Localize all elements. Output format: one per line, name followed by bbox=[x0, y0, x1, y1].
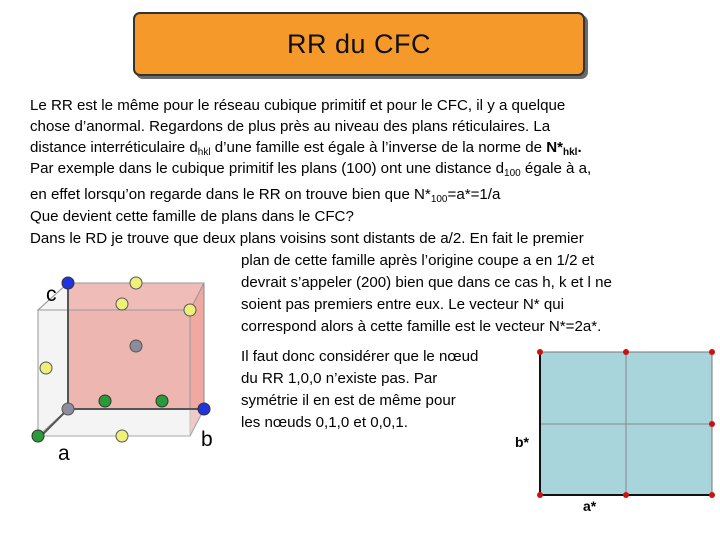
text-line-6: Que devient cette famille de plans dans le CFC? bbox=[30, 208, 354, 225]
node-red bbox=[623, 492, 629, 498]
node-gray bbox=[130, 340, 142, 352]
text-line-4-a: Par exemple dans le cubique primitif les plans (100) ont une distance d bbox=[30, 160, 505, 177]
node-blue bbox=[198, 403, 210, 415]
page-title: RR du CFC bbox=[286, 28, 432, 59]
node-green bbox=[99, 395, 111, 407]
text-line-3-bold: N* bbox=[546, 139, 563, 156]
text-line-15: les nœuds 0,1,0 et 0,0,1. bbox=[241, 414, 408, 431]
text-line-5-sub: 100 bbox=[430, 194, 448, 205]
node-yellow bbox=[116, 298, 128, 310]
node-yellow bbox=[184, 304, 196, 316]
text-line-12: Il faut donc considérer que le nœud bbox=[241, 348, 479, 365]
node-yellow bbox=[116, 430, 128, 442]
text-line-3-b: d’une famille est égale à l’inverse de la norme de bbox=[210, 139, 547, 156]
text-line-5-b: =a*=1/a bbox=[447, 186, 501, 203]
node-blue bbox=[62, 277, 74, 289]
text-line-13: du RR 1,0,0 n’existe pas. Par bbox=[241, 370, 438, 387]
text-line-11: correspond alors à cette famille est le vecteur N*=2a*. bbox=[241, 318, 602, 335]
text-line-8: plan de cette famille après l’origine coupe a en 1/2 et bbox=[241, 252, 595, 269]
text-line-7: Dans le RD je trouve que deux plans voisins sont distants de a/2. En fait le premier bbox=[30, 230, 584, 247]
cube-label-b: b bbox=[201, 428, 213, 451]
text-line-9: devrait s’appeler (200) bien que dans ce cas h, k et l ne bbox=[241, 274, 612, 291]
node-yellow bbox=[130, 277, 142, 289]
node-yellow bbox=[40, 362, 52, 374]
text-line-3-sub: hkl bbox=[197, 147, 211, 158]
text-line-5 bbox=[30, 184, 500, 205]
text-line-1: Le RR est le même pour le réseau cubique primitif et pour le CFC, il y a quelque bbox=[30, 97, 566, 114]
text-line-4-b: égale à a, bbox=[520, 160, 592, 177]
node-green bbox=[32, 430, 44, 442]
text-line-4 bbox=[30, 158, 591, 179]
node-red bbox=[709, 492, 715, 498]
node-gray bbox=[62, 403, 74, 415]
text-line-10: soient pas premiers entre eux. Le vecteur N* qui bbox=[241, 296, 565, 313]
text-line-14: symétrie il en est de même pour bbox=[241, 392, 456, 409]
cube-label-c: c bbox=[46, 283, 57, 306]
node-red bbox=[623, 349, 629, 355]
reciprocal-lattice-diagram bbox=[520, 340, 720, 515]
text-line-3-sub2: hkl bbox=[562, 147, 578, 158]
text-line-4-sub: 100 bbox=[504, 168, 521, 179]
recip-label-b-star: b* bbox=[515, 434, 529, 450]
text-line-3 bbox=[30, 137, 582, 158]
text-line-3-a: distance interréticulaire d bbox=[30, 139, 198, 156]
node-red bbox=[537, 492, 543, 498]
title-box bbox=[133, 12, 585, 76]
node-red bbox=[709, 421, 715, 427]
cube-label-a: a bbox=[58, 442, 70, 465]
node-red bbox=[709, 349, 715, 355]
recip-label-a-star: a* bbox=[583, 498, 597, 514]
node-red bbox=[537, 349, 543, 355]
text-line-3-c: . bbox=[577, 139, 582, 156]
node-green bbox=[156, 395, 168, 407]
text-line-5-a: en effet lorsqu’on regarde dans le RR on trouve bien que N* bbox=[30, 186, 431, 203]
fcc-cube-diagram bbox=[0, 270, 230, 475]
text-line-2: chose d’anormal. Regardons de plus près au niveau des plans réticulaires. La bbox=[30, 118, 551, 135]
